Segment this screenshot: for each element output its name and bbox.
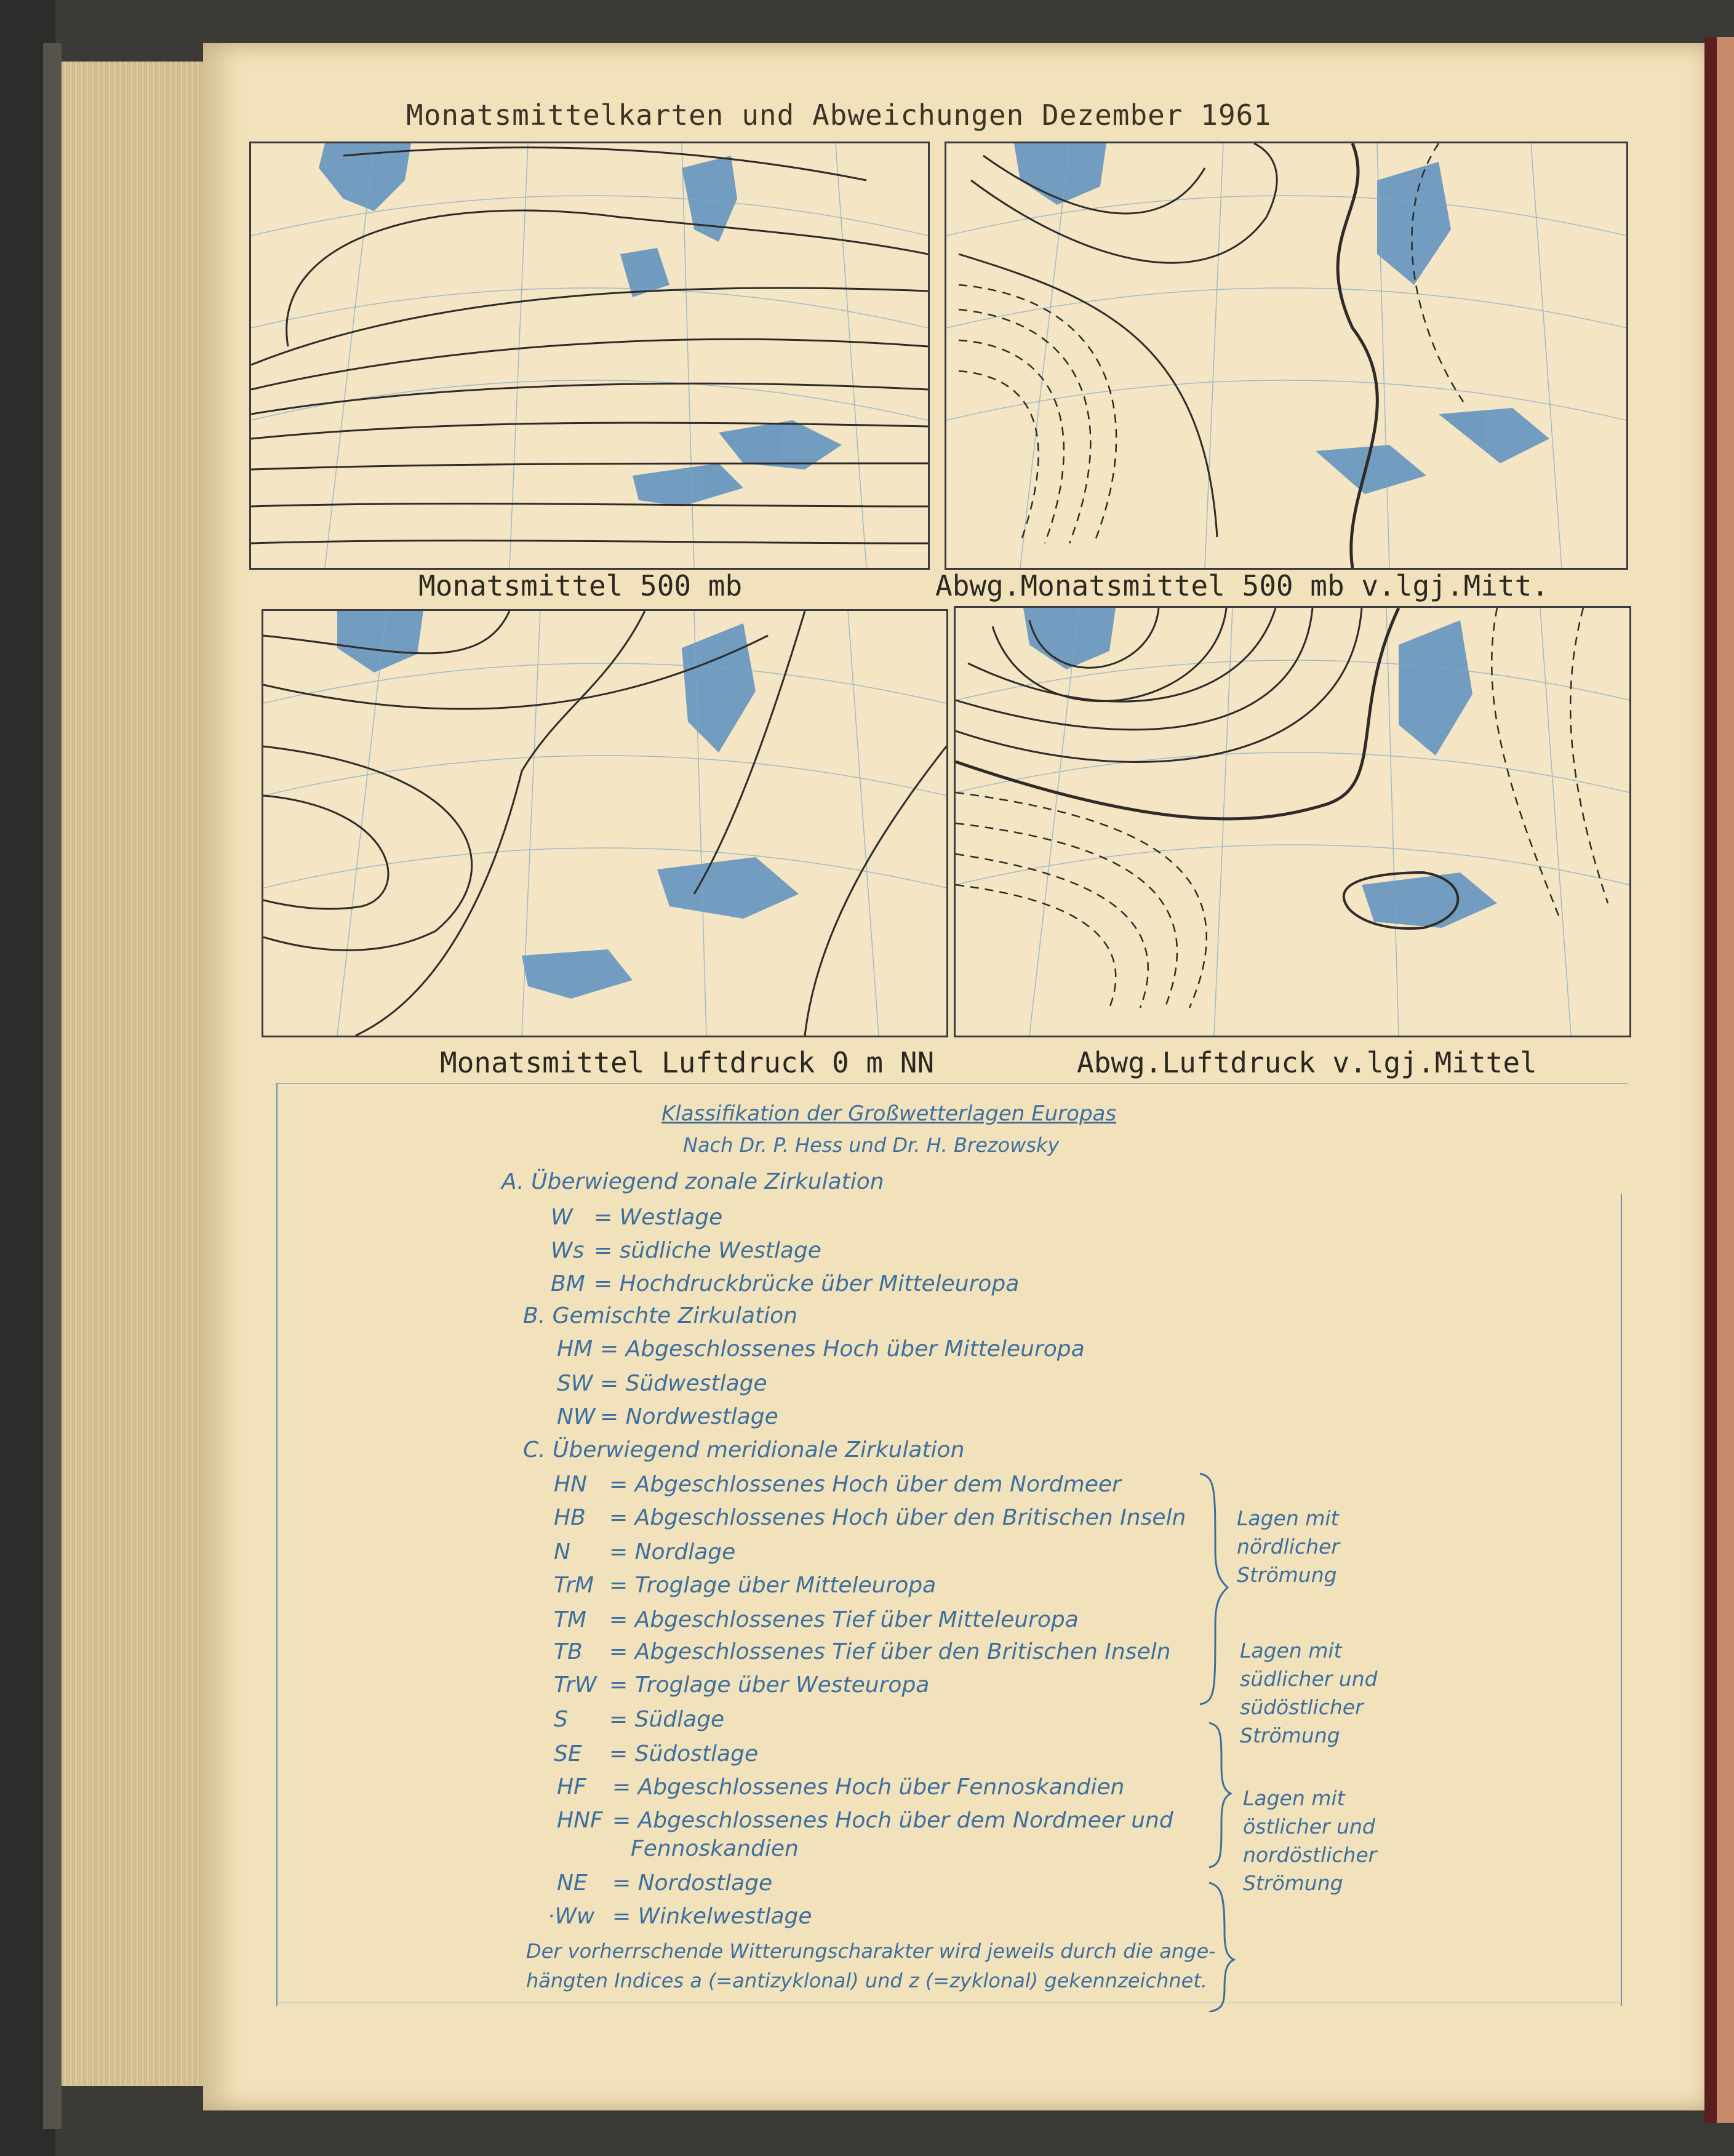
group-south-line-3: südöstlicher (1240, 1695, 1364, 1719)
group-east-line-3: nordöstlicher (1243, 1843, 1377, 1867)
section-c-desc-7: = Troglage über Westeuropa (609, 1672, 930, 1698)
section-c-code-13: NE (557, 1871, 588, 1896)
page-title: Monatsmittelkarten und Abweichungen Dezember 1961 (406, 98, 1272, 132)
group-south-line-2: südlicher und (1240, 1667, 1378, 1691)
map-caption-500mb: Monatsmittel 500 mb (418, 569, 743, 602)
section-c-code-6: TB (554, 1639, 583, 1664)
section-a-heading: A. Überwiegend zonale Zirkulation (501, 1169, 884, 1194)
map-surface-pressure-anomaly-drawing (956, 608, 1629, 1036)
section-c-desc-8: = Südlage (609, 1707, 725, 1732)
section-c-desc-10: = Abgeschlossenes Hoch über Fennoskandien (612, 1775, 1125, 1800)
page-stack-edge (62, 62, 215, 2086)
section-a-desc-1: = Westlage (594, 1205, 723, 1230)
section-a-code-3: BM (551, 1271, 585, 1296)
book-right-edge-inner (1717, 37, 1734, 2123)
section-c-code-3: N (554, 1539, 570, 1565)
section-c-desc-2: = Abgeschlossenes Hoch über den Britischen Inseln (609, 1505, 1186, 1530)
section-c-desc-11-cont: Fennoskandien (631, 1836, 799, 1861)
section-c-code-11: HNF (557, 1808, 603, 1833)
section-c-desc-14: = Winkelwestlage (612, 1904, 812, 1929)
legend-footnote-line-2: hängten Indices a (=antizyklonal) und z (=zyklonal) gekennzeichnet. (526, 1969, 1207, 1992)
group-east-line-1: Lagen mit (1243, 1786, 1345, 1810)
map-500mb-drawing (251, 143, 928, 568)
map-surface-pressure-anomaly (954, 606, 1631, 1037)
group-south-flow (1240, 1637, 1378, 1750)
section-c-code-1: HN (554, 1472, 587, 1497)
section-c-desc-6: = Abgeschlossenes Tief über den Britischen Inseln (609, 1639, 1171, 1664)
group-south-line-4: Strömung (1240, 1723, 1340, 1747)
section-b-code-2: SW (557, 1371, 593, 1396)
section-c-desc-4: = Troglage über Mitteleuropa (609, 1573, 937, 1598)
section-c-code-5: TM (554, 1607, 587, 1632)
map-500mb (249, 142, 930, 570)
section-b-heading: B. Gemischte Zirkulation (523, 1303, 797, 1328)
section-c-desc-3: = Nordlage (609, 1539, 736, 1565)
section-b-desc-1: = Abgeschlossenes Hoch über Mitteleuropa (600, 1336, 1085, 1362)
section-c-code-4: TrM (554, 1573, 594, 1598)
section-c-code-14: ·Ww (548, 1904, 595, 1929)
section-c-code-8: S (554, 1707, 568, 1732)
map-500mb-anomaly-drawing (946, 143, 1626, 568)
map-caption-500mb-anomaly: Abwg.Monatsmittel 500 mb v.lgj.Mitt. (935, 569, 1549, 602)
section-a-desc-2: = südliche Westlage (594, 1238, 821, 1263)
section-c-heading: C. Überwiegend meridionale Zirkulation (523, 1437, 965, 1463)
group-east-line-4: Strömung (1243, 1871, 1343, 1895)
section-a-code-2: Ws (551, 1238, 585, 1263)
legend-title: Klassifikation der Großwetterlagen Europas (661, 1101, 1117, 1126)
section-b-code-1: HM (557, 1336, 593, 1362)
section-a-desc-3: = Hochdruckbrücke über Mitteleuropa (594, 1271, 1020, 1296)
section-a-code-1: W (551, 1205, 573, 1230)
map-surface-pressure (262, 609, 948, 1037)
group-north-line-2: nördlicher (1237, 1535, 1340, 1559)
legend-subtitle: Nach Dr. P. Hess und Dr. H. Brezowsky (683, 1133, 1060, 1157)
section-c-desc-5: = Abgeschlossenes Tief über Mitteleuropa (609, 1607, 1079, 1632)
group-north-flow (1237, 1504, 1340, 1589)
map-500mb-anomaly (945, 142, 1628, 570)
section-c-code-9: SE (554, 1741, 582, 1767)
map-caption-surface-pressure-anomaly: Abwg.Luftdruck v.lgj.Mittel (1077, 1046, 1537, 1079)
section-c-code-7: TrW (554, 1672, 597, 1698)
map-caption-surface-pressure: Monatsmittel Luftdruck 0 m NN (440, 1046, 935, 1079)
legend-footnote-line-1: Der vorherrschende Witterungscharakter wird jeweils durch die ange- (526, 1939, 1216, 1963)
section-c-desc-1: = Abgeschlossenes Hoch über dem Nordmeer (609, 1472, 1121, 1497)
book-cover-edge (43, 43, 62, 2129)
section-b-desc-3: = Nordwestlage (600, 1404, 778, 1429)
section-c-desc-11: = Abgeschlossenes Hoch über dem Nordmeer und (612, 1808, 1173, 1833)
section-b-code-3: NW (557, 1404, 596, 1429)
section-c-desc-13: = Nordostlage (612, 1871, 773, 1896)
legend-frame (274, 1083, 1628, 2012)
map-surface-pressure-drawing (263, 611, 946, 1036)
group-east-line-2: östlicher und (1243, 1815, 1375, 1839)
group-north-line-1: Lagen mit (1237, 1506, 1339, 1530)
section-b-desc-2: = Südwestlage (600, 1371, 767, 1396)
section-c-code-10: HF (557, 1775, 586, 1800)
section-c-desc-9: = Südostlage (609, 1741, 759, 1767)
group-south-line-1: Lagen mit (1240, 1639, 1342, 1663)
group-north-line-3: Strömung (1237, 1563, 1337, 1587)
section-c-code-2: HB (554, 1505, 586, 1530)
group-east-flow (1243, 1784, 1376, 1898)
